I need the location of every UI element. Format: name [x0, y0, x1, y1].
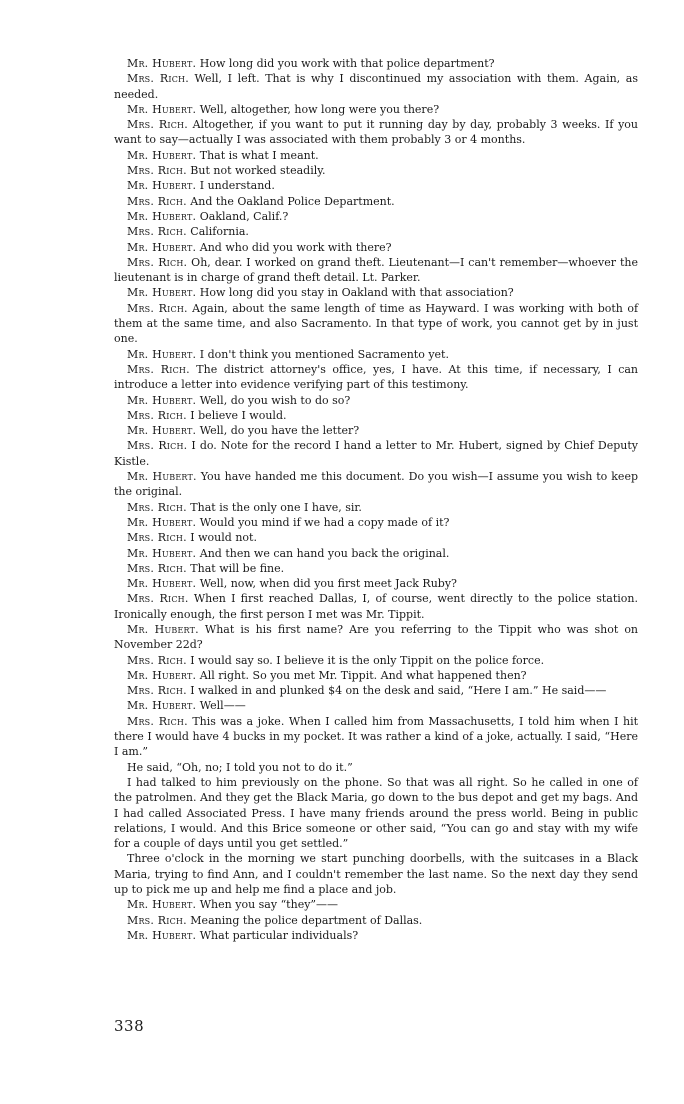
- paragraph: [114, 515, 638, 530]
- paragraph-text: I believe I would.: [190, 408, 287, 422]
- paragraph: [114, 500, 638, 515]
- paragraph-text: Three o'clock in the morning we start punching doorbells, with the suitcases in a Black Maria, trying to find Ann, and I couldn't remember the last name. So the next day they send up to pick me up and help me find a place and job.: [114, 852, 638, 897]
- paragraph: [114, 117, 638, 148]
- speaker-label: Mrs. Rich.: [127, 194, 187, 208]
- paragraph-text: Meaning the police department of Dallas.: [190, 913, 423, 927]
- speaker-label: Mrs. Rich.: [127, 72, 189, 86]
- paragraph: [114, 653, 638, 668]
- paragraph: [114, 469, 638, 500]
- paragraph-text: And then we can hand you back the original.: [199, 546, 450, 560]
- speaker-label: Mr. Hubert.: [127, 577, 197, 591]
- paragraph-text: But not worked steadily.: [190, 164, 326, 178]
- speaker-label: Mr. Hubert.: [127, 546, 197, 560]
- paragraph-text: I had talked to him previously on the phone. So that was all right. So he called in one of the patrolmen. And they get the Black Maria, go down to the bus depot and get my bags. And I had called Associated Press. I have many friends around the press world. Being in public relations, I would. And this Brice someone or other said, “You can go and stay with my wife for a couple of days until you get settled.”: [114, 775, 638, 851]
- paragraph-text: I would not.: [190, 531, 257, 545]
- paragraph: [114, 438, 638, 469]
- speaker-label: Mrs. Rich.: [127, 164, 187, 178]
- speaker-label: Mrs. Rich.: [127, 500, 187, 514]
- paragraph: [114, 285, 638, 300]
- paragraph: [114, 102, 638, 117]
- paragraph-text: I don't think you mentioned Sacramento yet.: [199, 347, 449, 361]
- paragraph: [114, 148, 638, 163]
- speaker-label: Mr. Hubert.: [127, 393, 197, 407]
- speaker-label: Mr. Hubert.: [127, 928, 197, 942]
- paragraph: [114, 423, 638, 438]
- speaker-label: Mr. Hubert.: [127, 179, 197, 193]
- speaker-label: Mr. Hubert.: [127, 470, 197, 484]
- speaker-label: Mrs. Rich.: [127, 362, 190, 376]
- page-number: 338: [114, 1017, 145, 1035]
- paragraph-text: Well, now, when did you first meet Jack Ruby?: [199, 577, 457, 591]
- paragraph: [114, 209, 638, 224]
- paragraph: [114, 668, 638, 683]
- paragraph-text: Again, about the same length of time as Hayward. I was working with both of them at the same time, and also Sacramento. In that type of work, you cannot get by in just one.: [114, 301, 639, 346]
- paragraph-text: That will be fine.: [190, 561, 285, 575]
- paragraph: [114, 760, 638, 775]
- speaker-label: Mrs. Rich.: [127, 301, 188, 315]
- paragraph: [114, 255, 638, 286]
- speaker-label: Mr. Hubert.: [127, 148, 197, 162]
- paragraph-text: I walked in and plunked $4 on the desk and said, “Here I am.” He said——: [190, 684, 607, 698]
- paragraph: [114, 530, 638, 545]
- speaker-label: Mr. Hubert.: [127, 668, 197, 682]
- paragraph-text: This was a joke. When I called him from Massachusetts, I told him when I hit there I would have 4 bucks in my pocket. It was rather a kind of a joke, actually. I said, “Here I am.”: [114, 714, 639, 759]
- paragraph-text: When you say “they”——: [199, 898, 339, 912]
- paragraph-text: California.: [190, 225, 249, 239]
- paragraph-text: And the Oakland Police Department.: [190, 194, 395, 208]
- paragraph-text: That is what I meant.: [199, 148, 319, 162]
- paragraph: [114, 928, 638, 943]
- paragraph-text: Well, do you have the letter?: [199, 424, 360, 438]
- paragraph-text: I do. Note for the record I hand a letter to Mr. Hubert, signed by Chief Deputy Kistle.: [114, 439, 638, 468]
- paragraph: [114, 775, 638, 851]
- paragraph-text: Well, do you wish to do so?: [199, 393, 351, 407]
- paragraph: [114, 56, 638, 71]
- speaker-label: Mrs. Rich.: [127, 592, 189, 606]
- paragraph-text: The district attorney's office, yes, I have. At this time, if necessary, I can introduce a letter into evidence verifying part of this testimony.: [114, 362, 639, 392]
- paragraph-text: That is the only one I have, sir.: [190, 500, 362, 514]
- paragraph: [114, 194, 638, 209]
- paragraph-text: What particular individuals?: [199, 928, 359, 942]
- paragraph-text: What is his first name? Are you referring to the Tippit who was shot on November 22d?: [114, 622, 639, 652]
- paragraph: [114, 301, 638, 347]
- paragraph-text: You have handed me this document. Do you wish—I assume you wish to keep the original.: [114, 470, 638, 499]
- speaker-label: Mrs. Rich.: [127, 408, 187, 422]
- paragraph-text: All right. So you met Mr. Tippit. And what happened then?: [199, 668, 527, 682]
- paragraph-text: Oakland, Calif.?: [199, 209, 289, 223]
- paragraph: [114, 591, 638, 622]
- paragraph-text: Altogether, if you want to put it running day by day, probably 3 weeks. If you want to say—actually I was associated with them probably 3 or 4 months.: [114, 118, 638, 147]
- paragraph-text: How long did you work with that police department?: [199, 57, 495, 70]
- paragraph: [114, 698, 638, 713]
- speaker-label: Mr. Hubert.: [127, 424, 197, 438]
- speaker-label: Mr. Hubert.: [127, 347, 197, 361]
- paragraph-text: And who did you work with there?: [199, 240, 392, 254]
- speaker-label: Mr. Hubert.: [127, 57, 197, 70]
- paragraph-text: When I first reached Dallas, I, of course, went directly to the police station. Ironically enough, the first person I met was Mr. Tippit.: [114, 592, 639, 621]
- speaker-label: Mr. Hubert.: [127, 286, 197, 300]
- paragraph-text: I would say so. I believe it is the only Tippit on the police force.: [190, 653, 545, 667]
- paragraph-text: Well, I left. That is why I discontinued my association with them. Again, as needed.: [114, 72, 638, 101]
- paragraph: [114, 163, 638, 178]
- paragraph: [114, 683, 638, 698]
- paragraph: [114, 913, 638, 928]
- speaker-label: Mr. Hubert.: [127, 515, 197, 529]
- speaker-label: Mrs. Rich.: [127, 439, 188, 453]
- paragraph: [114, 897, 638, 912]
- speaker-label: Mr. Hubert.: [127, 102, 197, 116]
- paragraph: [114, 178, 638, 193]
- speaker-label: Mr. Hubert.: [127, 622, 199, 636]
- paragraph: [114, 576, 638, 591]
- paragraph: [114, 561, 638, 576]
- paragraph: [114, 851, 638, 897]
- paragraph: [114, 714, 638, 760]
- speaker-label: Mrs. Rich.: [127, 714, 188, 728]
- speaker-label: Mr. Hubert.: [127, 898, 197, 912]
- speaker-label: Mrs. Rich.: [127, 531, 187, 545]
- paragraph: [114, 347, 638, 362]
- paragraph-text: Oh, dear. I worked on grand theft. Lieutenant—I can't remember—whoever the lieutenant is in charge of grand theft detail. Lt. Parker.: [114, 255, 638, 285]
- paragraph-text: How long did you stay in Oakland with that association?: [199, 286, 514, 300]
- paragraph: [114, 622, 638, 653]
- paragraph-text: I understand.: [199, 179, 275, 193]
- speaker-label: Mrs. Rich.: [127, 118, 188, 132]
- paragraph-text: He said, “Oh, no; I told you not to do it.”: [127, 760, 353, 774]
- paragraph: [114, 546, 638, 561]
- speaker-label: Mrs. Rich.: [127, 225, 187, 239]
- paragraph: [114, 240, 638, 255]
- paragraph-text: Well——: [199, 699, 246, 713]
- speaker-label: Mrs. Rich.: [127, 255, 188, 269]
- speaker-label: Mrs. Rich.: [127, 684, 187, 698]
- speaker-label: Mr. Hubert.: [127, 240, 197, 254]
- paragraph: [114, 393, 638, 408]
- speaker-label: Mrs. Rich.: [127, 561, 187, 575]
- paragraph: [114, 71, 638, 102]
- speaker-label: Mrs. Rich.: [127, 653, 187, 667]
- speaker-label: Mr. Hubert.: [127, 699, 197, 713]
- paragraph: [114, 224, 638, 239]
- speaker-label: Mr. Hubert.: [127, 209, 197, 223]
- paragraph-text: Well, altogether, how long were you there?: [199, 102, 440, 116]
- speaker-label: Mrs. Rich.: [127, 913, 187, 927]
- paragraph-text: Would you mind if we had a copy made of it?: [199, 515, 450, 529]
- paragraph: [114, 362, 638, 393]
- paragraph: [114, 408, 638, 423]
- testimony-transcript: [114, 56, 638, 943]
